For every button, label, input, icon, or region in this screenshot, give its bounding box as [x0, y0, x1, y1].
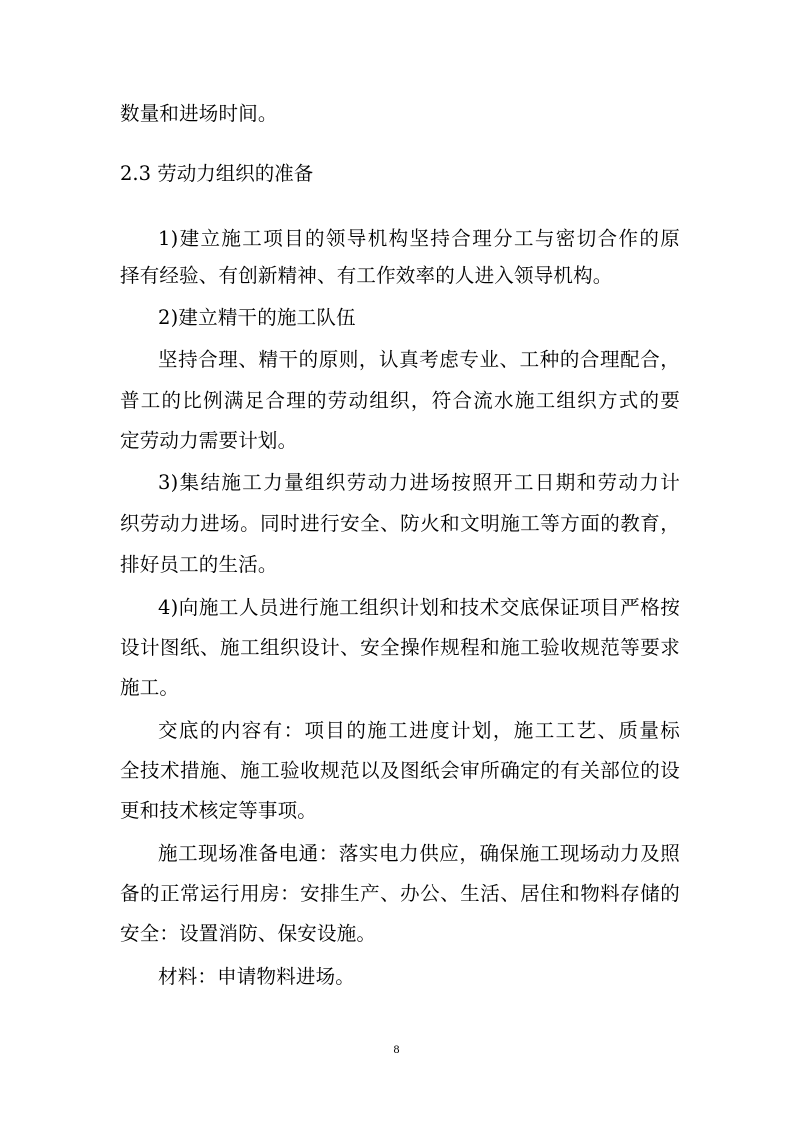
paragraph-5-line-2: 设计图纸、施工组织设计、安全操作规程和施工验收规范等要求 — [120, 636, 680, 659]
paragraph-6-line-3: 更和技术核定等事项。 — [120, 799, 318, 822]
page-number: 8 — [393, 1042, 400, 1056]
paragraph-8-line-1: 材料：申请物料进场。 — [158, 965, 356, 988]
section-heading: 2.3 劳动力组织的准备 — [120, 162, 314, 185]
paragraph-1-line-1: 1)建立施工项目的领导机构坚持合理分工与密切合作的原 — [158, 227, 680, 250]
paragraph-3-line-2: 普工的比例满足合理的劳动组织，符合流水施工组织方式的要 — [120, 389, 680, 412]
paragraph-7-line-2: 备的正常运行用房：安排生产、办公、生活、居住和物料存储的 — [120, 882, 680, 905]
paragraph-7-line-1: 施工现场准备电通：落实电力供应，确保施工现场动力及照 — [158, 842, 680, 865]
paragraph-4-line-1: 3)集结施工力量组织劳动力进场按照开工日期和劳动力计 — [158, 471, 680, 494]
paragraph-6-line-2: 全技术措施、施工验收规范以及图纸会审所确定的有关部位的设 — [120, 759, 680, 782]
continuation-text: 数量和进场时间。 — [120, 102, 278, 125]
paragraph-7-line-3: 安全：设置消防、保安设施。 — [120, 922, 377, 945]
paragraph-3-line-3: 定劳动力需要计划。 — [120, 429, 298, 452]
paragraph-5-line-1: 4)向施工人员进行施工组织计划和技术交底保证项目严格按 — [158, 596, 680, 619]
paragraph-6-line-1: 交底的内容有：项目的施工进度计划，施工工艺、质量标 — [158, 719, 680, 742]
paragraph-4-line-2: 织劳动力进场。同时进行安全、防火和文明施工等方面的教育， — [120, 512, 680, 535]
paragraph-4-line-3: 排好员工的生活。 — [120, 553, 278, 576]
paragraph-3-line-1: 坚持合理、精干的原则，认真考虑专业、工种的合理配合， — [158, 348, 680, 371]
paragraph-1-line-2: 择有经验、有创新精神、有工作效率的人进入领导机构。 — [120, 264, 613, 287]
paragraph-5-line-3: 施工。 — [120, 676, 180, 699]
paragraph-2-line-1: 2)建立精干的施工队伍 — [158, 306, 356, 329]
